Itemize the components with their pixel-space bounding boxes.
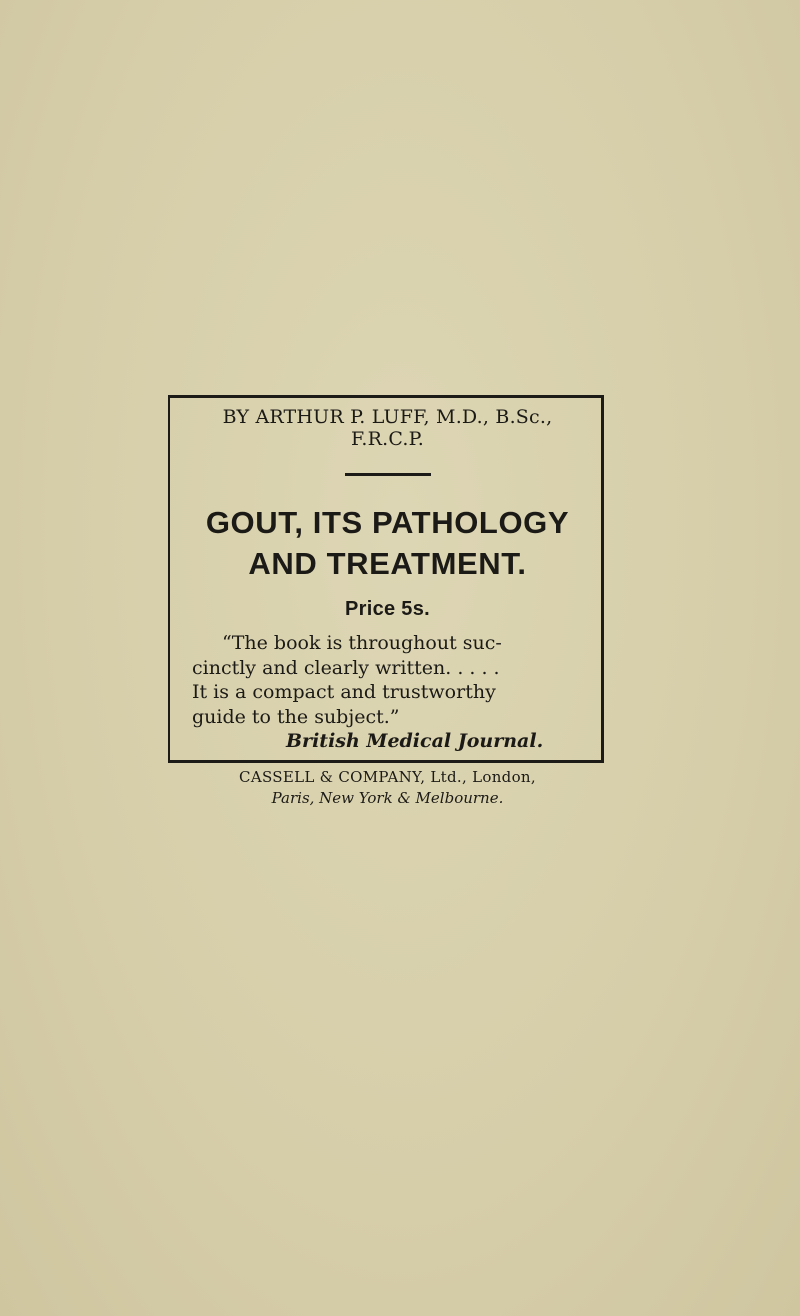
book-title-line-1: GOUT, ITS PATHOLOGY [205,505,570,540]
book-title-line-2: AND TREATMENT. [248,546,527,581]
divider-rule [345,473,431,476]
quote-line-1: “The book is throughout suc- [222,632,502,654]
quote-line-4: guide to the subject.” [192,705,400,728]
quote-line-2: cinctly and clearly written. . . . . [192,656,500,679]
book-price: Price 5s. [345,598,430,620]
quote-source: British Medical Journal. [286,730,544,752]
review-quote [192,631,583,729]
quote-line-3: It is a compact and trustworthy [192,681,496,703]
publisher-locations: Paris, New York & Melbourne. [271,789,504,807]
advertisement-box [168,395,604,807]
publisher-name: CASSELL & COMPANY, Ltd., London, [239,768,536,786]
author-byline: BY ARTHUR P. LUFF, M.D., B.Sc., F.R.C.P. [222,406,553,450]
